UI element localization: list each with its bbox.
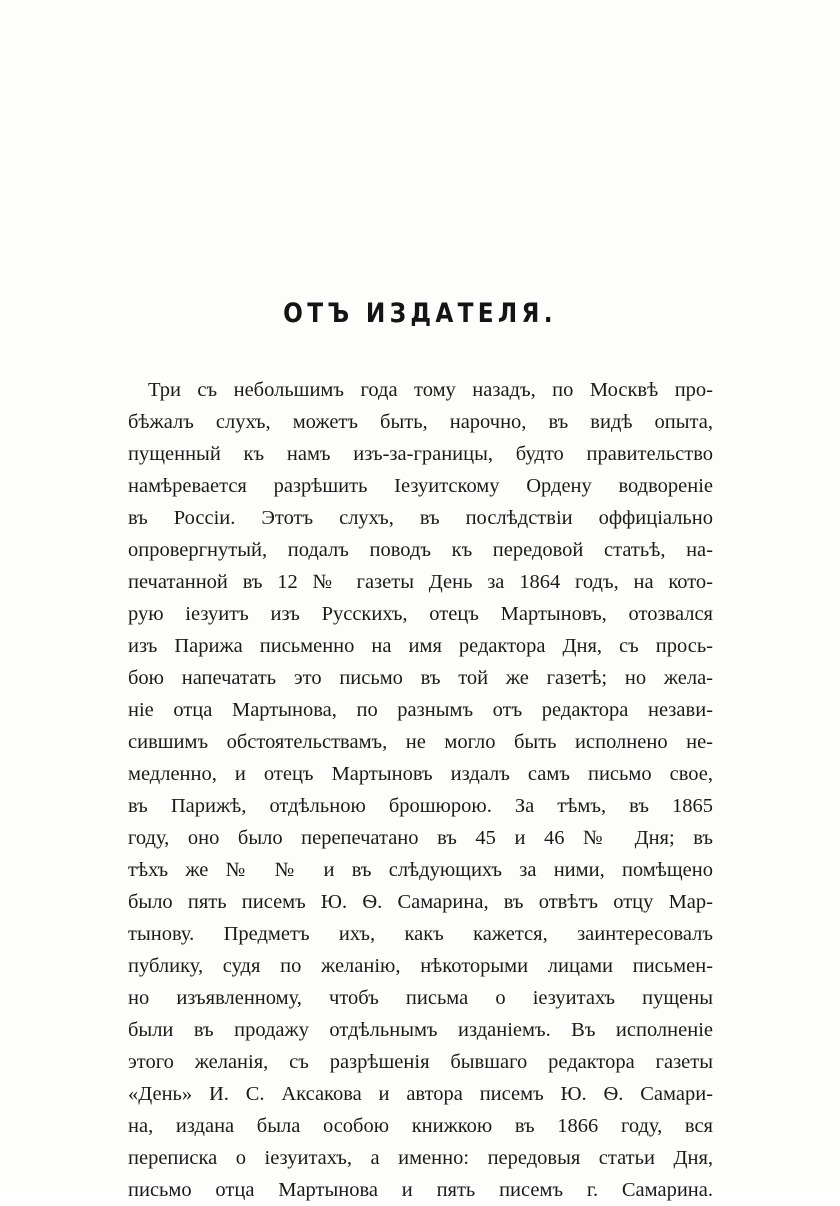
text-line: Три съ небольшимъ года тому назадъ, по Москвѣ про-	[148, 379, 713, 401]
text-line: этого желанія, съ разрѣшенія бывшаго редактора газеты	[128, 1051, 713, 1073]
text-line: было пять писемъ Ю. Ѳ. Самарина, въ отвѣтъ отцу Мар-	[128, 891, 713, 913]
text-line: тѣхъ же № № и въ слѣдующихъ за ними, помѣщено	[128, 859, 713, 881]
text-line: печатанной въ 12 № газеты День за 1864 годъ, на кото-	[128, 571, 713, 593]
text-line: рую іезуитъ изъ Русскихъ, отецъ Мартыновъ, отозвался	[128, 603, 713, 625]
text-line: пущенный къ намъ изъ-за-границы, будто правительство	[128, 443, 713, 465]
text-line: году, оно было перепечатано въ 45 и 46 № Дня; въ	[128, 827, 713, 849]
text-line: сившимъ обстоятельствамъ, не могло быть исполнено не-	[128, 731, 713, 753]
text-line: ніе отца Мартынова, по разнымъ отъ редактора незави-	[128, 699, 713, 721]
body-paragraph	[128, 374, 713, 1206]
text-line: бѣжалъ слухъ, можетъ быть, нарочно, въ видѣ опыта,	[128, 411, 713, 433]
text-line: опровергнутый, подалъ поводъ къ передовой статьѣ, на-	[128, 539, 713, 561]
text-line: изъ Парижа письменно на имя редактора Дня, съ прось-	[128, 635, 713, 657]
text-line: публику, судя по желанію, нѣкоторыми лицами письмен-	[128, 955, 713, 977]
text-line: въ Парижѣ, отдѣльною брошюрою. За тѣмъ, въ 1865	[128, 795, 713, 817]
text-line: «День» И. С. Аксакова и автора писемъ Ю. Ѳ. Самари-	[128, 1083, 713, 1105]
text-line: на, издана была особою книжкою въ 1866 году, вся	[128, 1115, 713, 1137]
text-line: письмо отца Мартынова и пять писемъ г. Самарина.	[128, 1179, 713, 1201]
text-line: переписка о іезуитахъ, а именно: передовыя статьи Дня,	[128, 1147, 713, 1169]
text-line: медленно, и отецъ Мартыновъ издалъ самъ письмо свое,	[128, 763, 713, 785]
page-title: ОТЪ ИЗДАТЕЛЯ.	[283, 298, 557, 329]
text-line: но изъявленному, чтобъ письма о іезуитахъ пущены	[128, 987, 713, 1009]
text-line: тынову. Предметъ ихъ, какъ кажется, заинтересовалъ	[128, 923, 713, 945]
text-line: въ Россіи. Этотъ слухъ, въ послѣдствіи оффиціально	[128, 507, 713, 529]
text-line: бою напечатать это письмо въ той же газетѣ; но жела-	[128, 667, 713, 689]
text-line: намѣревается разрѣшить Іезуитскому Ордену водвореніе	[128, 475, 713, 497]
text-line: были въ продажу отдѣльнымъ изданіемъ. Въ исполненіе	[128, 1019, 713, 1041]
